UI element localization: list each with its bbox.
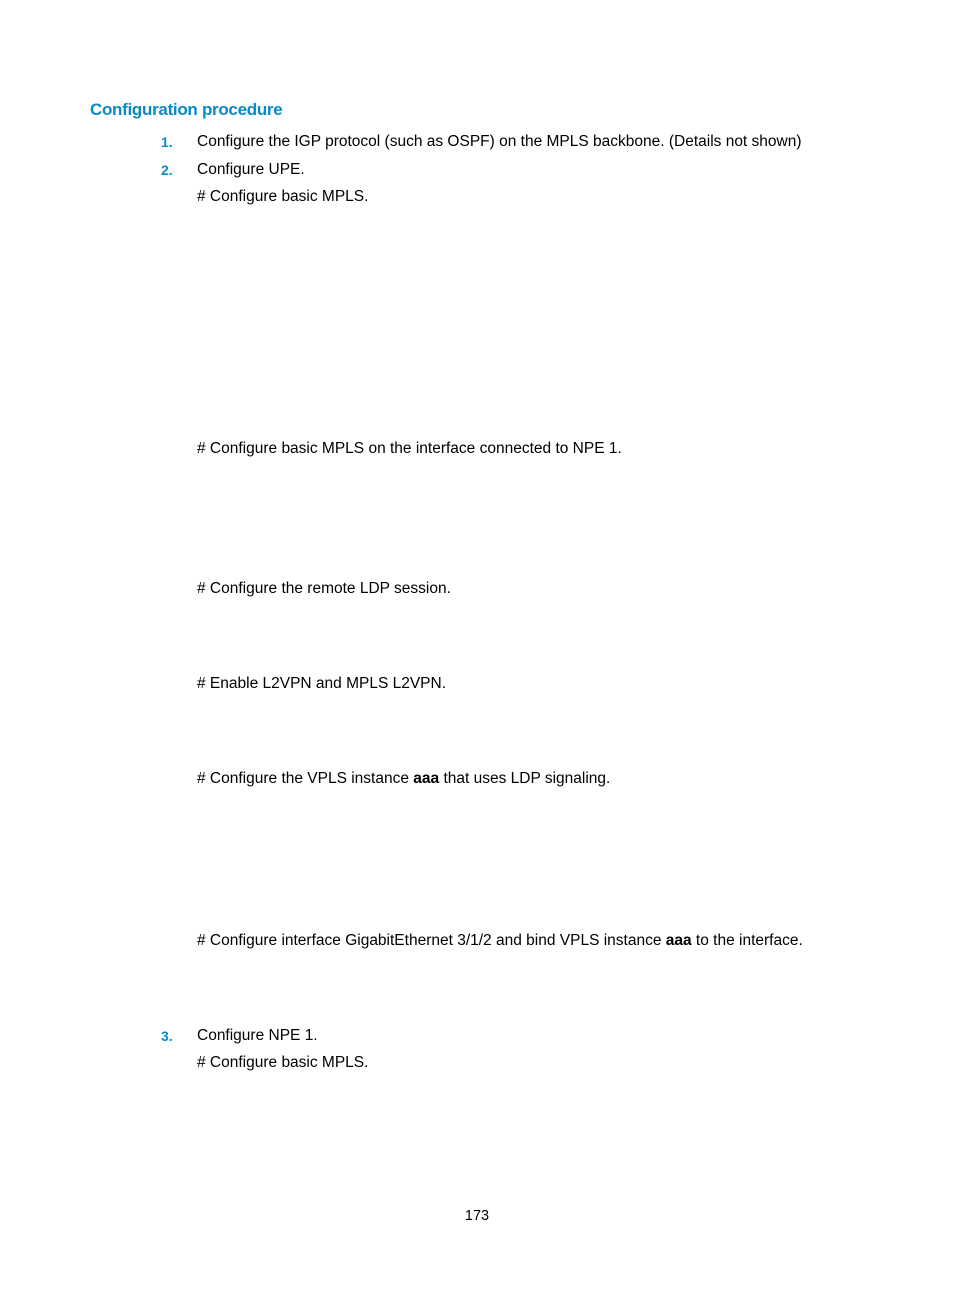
note-configure-remote-ldp: # Configure the remote LDP session. bbox=[197, 580, 451, 597]
page-number: 173 bbox=[464, 1208, 490, 1224]
note-text-after: to the interface. bbox=[691, 932, 803, 949]
note-enable-l2vpn: # Enable L2VPN and MPLS L2VPN. bbox=[197, 675, 447, 692]
note-text-after: that uses LDP signaling. bbox=[439, 770, 611, 787]
step-text-1: Configure the IGP protocol (such as OSPF) on the MPLS backbone. (Details not shown) bbox=[197, 133, 802, 150]
step-number-3: 3. bbox=[161, 1028, 173, 1044]
note-text-before: # Configure interface GigabitEthernet 3/1/2 and bind VPLS instance bbox=[197, 932, 666, 949]
step-text-3: Configure NPE 1. bbox=[197, 1027, 318, 1044]
keyword-aaa: aaa bbox=[665, 932, 692, 949]
note-configure-basic-mpls-upe: # Configure basic MPLS. bbox=[197, 188, 369, 205]
step-text-2: Configure UPE. bbox=[197, 161, 305, 178]
step-number-1: 1. bbox=[161, 134, 173, 150]
step-number-2: 2. bbox=[161, 162, 173, 178]
note-text-before: # Configure the VPLS instance bbox=[197, 770, 414, 787]
keyword-aaa: aaa bbox=[413, 770, 440, 787]
note-configure-vpls-instance bbox=[197, 770, 610, 788]
note-configure-interface-binding bbox=[197, 932, 803, 950]
note-configure-basic-mpls-npe1: # Configure basic MPLS. bbox=[197, 1054, 369, 1071]
note-configure-mpls-interface: # Configure basic MPLS on the interface connected to NPE 1. bbox=[197, 440, 622, 457]
section-heading: Configuration procedure bbox=[90, 100, 283, 119]
